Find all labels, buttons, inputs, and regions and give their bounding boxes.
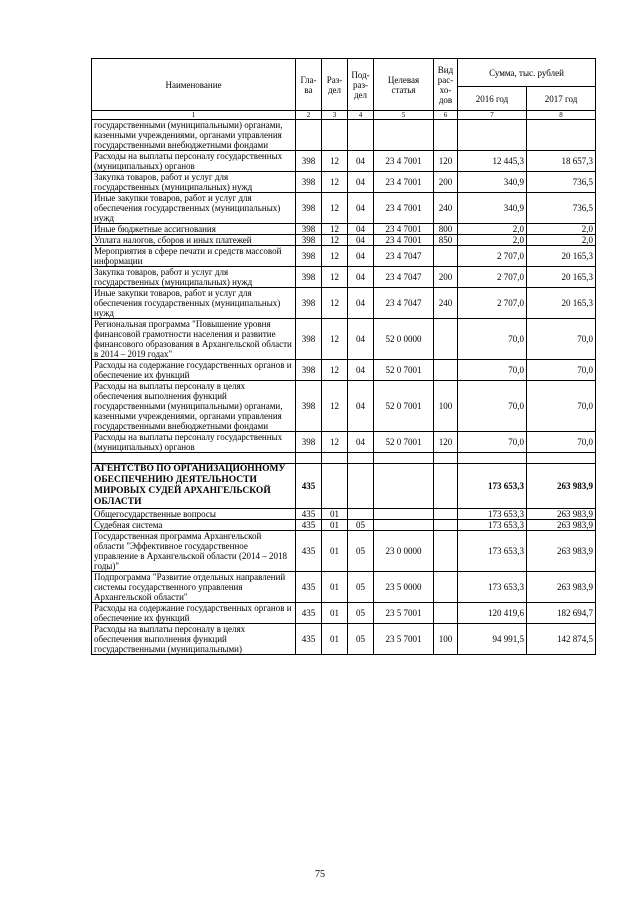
table-row — [92, 319, 596, 360]
row-razdel — [322, 464, 348, 509]
row-sum-2016: 2 707,0 — [458, 288, 527, 319]
row-target: 52 0 7001 — [374, 381, 434, 432]
row-name: Общегосударственные вопросы — [92, 509, 296, 520]
row-podrazdel: 04 — [348, 172, 374, 193]
row-target: 23 4 7047 — [374, 288, 434, 319]
row-glava: 398 — [296, 172, 322, 193]
row-vid: 200 — [434, 172, 458, 193]
row-razdel: 12 — [322, 432, 348, 453]
header-podrazdel: Под- раз- дел — [348, 59, 374, 111]
row-razdel: 01 — [322, 572, 348, 603]
row-podrazdel: 04 — [348, 224, 374, 235]
row-target — [374, 120, 434, 151]
row-sum-2017 — [527, 453, 596, 464]
row-glava: 435 — [296, 531, 322, 572]
row-sum-2017: 182 694,7 — [527, 603, 596, 624]
row-name: АГЕНТСТВО ПО ОРГАНИЗАЦИОННОМУ ОБЕСПЕЧЕНИЮ ДЕЯТЕЛЬНОСТИ МИРОВЫХ СУДЕЙ АРХАНГЕЛЬСКОЙ ОБЛАСТИ — [92, 464, 296, 509]
row-podrazdel: 04 — [348, 319, 374, 360]
row-name: Закупка товаров, работ и услуг для государственных (муниципальных) нужд — [92, 172, 296, 193]
row-sum-2017: 263 983,9 — [527, 464, 596, 509]
row-glava: 398 — [296, 432, 322, 453]
table-header — [92, 59, 596, 120]
row-razdel: 12 — [322, 235, 348, 246]
row-name: Мероприятия в сфере печати и средств массовой информации — [92, 246, 296, 267]
table-row — [92, 432, 596, 453]
row-glava: 398 — [296, 235, 322, 246]
row-vid — [434, 603, 458, 624]
row-glava: 435 — [296, 572, 322, 603]
row-vid — [434, 319, 458, 360]
header-glava: Гла- ва — [296, 59, 322, 111]
row-podrazdel: 05 — [348, 603, 374, 624]
row-name: государственными (муниципальными) органами, казенными учреждениями, органами управления государственными внебюджетными фондами — [92, 120, 296, 151]
column-index-row — [92, 111, 596, 120]
row-name — [92, 453, 296, 464]
row-name: Уплата налогов, сборов и иных платежей — [92, 235, 296, 246]
row-glava: 435 — [296, 464, 322, 509]
row-target: 23 4 7001 — [374, 235, 434, 246]
table-row — [92, 453, 596, 464]
row-target: 23 0 0000 — [374, 531, 434, 572]
row-sum-2017: 20 165,3 — [527, 267, 596, 288]
table-row — [92, 464, 596, 509]
row-name: Расходы на выплаты персоналу в целях обеспечения выполнения функций государственными (муниципальными) органами, казенными учреждениями, органами управления государственными внебюджетными фондами — [92, 381, 296, 432]
row-sum-2016: 2 707,0 — [458, 246, 527, 267]
row-glava: 435 — [296, 520, 322, 531]
row-glava: 435 — [296, 624, 322, 655]
row-vid: 800 — [434, 224, 458, 235]
row-name: Расходы на выплаты персоналу государственных (муниципальных) органов — [92, 432, 296, 453]
row-sum-2016: 173 653,3 — [458, 509, 527, 520]
table-row — [92, 531, 596, 572]
row-sum-2017: 70,0 — [527, 319, 596, 360]
row-sum-2016: 173 653,3 — [458, 464, 527, 509]
table-row — [92, 520, 596, 531]
row-sum-2017: 263 983,9 — [527, 520, 596, 531]
row-vid: 120 — [434, 151, 458, 172]
row-glava: 398 — [296, 151, 322, 172]
table-row — [92, 360, 596, 381]
row-vid — [434, 509, 458, 520]
row-vid: 100 — [434, 381, 458, 432]
row-razdel: 01 — [322, 624, 348, 655]
row-razdel: 12 — [322, 246, 348, 267]
row-podrazdel: 04 — [348, 267, 374, 288]
row-razdel: 12 — [322, 151, 348, 172]
row-glava: 398 — [296, 319, 322, 360]
table-row — [92, 172, 596, 193]
table-row — [92, 572, 596, 603]
row-sum-2017: 20 165,3 — [527, 288, 596, 319]
column-index: 4 — [348, 111, 374, 120]
row-sum-2016: 12 445,3 — [458, 151, 527, 172]
row-name: Судебная система — [92, 520, 296, 531]
header-name: Наименование — [92, 59, 296, 111]
header-target: Целевая статья — [374, 59, 434, 111]
table-row — [92, 603, 596, 624]
row-sum-2017: 18 657,3 — [527, 151, 596, 172]
row-glava: 435 — [296, 509, 322, 520]
row-sum-2017: 263 983,9 — [527, 509, 596, 520]
header-2016: 2016 год — [458, 87, 527, 111]
row-razdel: 12 — [322, 224, 348, 235]
table-row — [92, 624, 596, 655]
row-target: 23 4 7001 — [374, 172, 434, 193]
row-sum-2017: 20 165,3 — [527, 246, 596, 267]
row-sum-2016: 173 653,3 — [458, 531, 527, 572]
row-podrazdel: 05 — [348, 572, 374, 603]
row-podrazdel — [348, 509, 374, 520]
table-row — [92, 224, 596, 235]
row-target: 23 5 7001 — [374, 624, 434, 655]
row-sum-2017: 263 983,9 — [527, 572, 596, 603]
row-vid — [434, 531, 458, 572]
row-sum-2017 — [527, 120, 596, 151]
row-sum-2016: 120 419,6 — [458, 603, 527, 624]
row-sum-2016: 70,0 — [458, 360, 527, 381]
row-name: Расходы на содержание государственных органов и обеспечение их функций — [92, 603, 296, 624]
row-sum-2016: 2,0 — [458, 235, 527, 246]
row-name: Иные закупки товаров, работ и услуг для обеспечения государственных (муниципальных) нужд — [92, 193, 296, 224]
header-razdel: Раз- дел — [322, 59, 348, 111]
row-target — [374, 509, 434, 520]
row-sum-2017: 70,0 — [527, 432, 596, 453]
row-name: Расходы на содержание государственных органов и обеспечение их функций — [92, 360, 296, 381]
table-row — [92, 381, 596, 432]
row-razdel: 12 — [322, 319, 348, 360]
row-sum-2017: 142 874,5 — [527, 624, 596, 655]
row-vid — [434, 464, 458, 509]
row-target: 23 4 7001 — [374, 224, 434, 235]
page-number: 75 — [315, 869, 325, 880]
row-podrazdel: 04 — [348, 360, 374, 381]
row-razdel: 01 — [322, 531, 348, 572]
row-podrazdel — [348, 453, 374, 464]
row-podrazdel — [348, 120, 374, 151]
row-name: Подпрограмма "Развитие отдельных направлений системы государственного управления Архангельской области" — [92, 572, 296, 603]
table-row — [92, 246, 596, 267]
row-glava: 398 — [296, 267, 322, 288]
row-glava — [296, 453, 322, 464]
row-target: 23 5 0000 — [374, 572, 434, 603]
row-vid: 850 — [434, 235, 458, 246]
row-sum-2016: 173 653,3 — [458, 520, 527, 531]
row-razdel: 01 — [322, 509, 348, 520]
row-glava: 435 — [296, 603, 322, 624]
row-target: 23 4 7047 — [374, 246, 434, 267]
row-sum-2017: 70,0 — [527, 381, 596, 432]
row-vid: 240 — [434, 288, 458, 319]
row-podrazdel: 04 — [348, 235, 374, 246]
row-target: 23 4 7047 — [374, 267, 434, 288]
row-name: Закупка товаров, работ и услуг для государственных (муниципальных) нужд — [92, 267, 296, 288]
row-target: 52 0 7001 — [374, 432, 434, 453]
row-glava — [296, 120, 322, 151]
row-podrazdel — [348, 464, 374, 509]
row-razdel: 12 — [322, 360, 348, 381]
row-sum-2017: 736,5 — [527, 193, 596, 224]
row-razdel: 01 — [322, 603, 348, 624]
row-razdel — [322, 453, 348, 464]
table-row — [92, 193, 596, 224]
budget-table — [91, 58, 596, 655]
column-index: 2 — [296, 111, 322, 120]
header-vid: Вид рас- хо- дов — [434, 59, 458, 111]
row-sum-2016: 173 653,3 — [458, 572, 527, 603]
row-target: 23 5 7001 — [374, 603, 434, 624]
row-razdel: 12 — [322, 381, 348, 432]
column-index: 8 — [527, 111, 596, 120]
row-vid: 100 — [434, 624, 458, 655]
row-sum-2017: 2,0 — [527, 224, 596, 235]
row-razdel: 01 — [322, 520, 348, 531]
row-podrazdel: 04 — [348, 288, 374, 319]
row-sum-2017: 70,0 — [527, 360, 596, 381]
row-glava: 398 — [296, 193, 322, 224]
header-2017: 2017 год — [527, 87, 596, 111]
row-target — [374, 520, 434, 531]
row-vid — [434, 453, 458, 464]
row-sum-2016: 70,0 — [458, 319, 527, 360]
column-index: 1 — [92, 111, 296, 120]
row-sum-2017: 2,0 — [527, 235, 596, 246]
row-vid: 240 — [434, 193, 458, 224]
row-razdel: 12 — [322, 172, 348, 193]
row-vid — [434, 572, 458, 603]
row-glava: 398 — [296, 246, 322, 267]
row-name: Государственная программа Архангельской области "Эффективное государственное управление в Архангельской области (2014 – 2018 годы)" — [92, 531, 296, 572]
row-target: 23 4 7001 — [374, 151, 434, 172]
row-razdel: 12 — [322, 193, 348, 224]
table-row — [92, 120, 596, 151]
column-index: 6 — [434, 111, 458, 120]
row-razdel — [322, 120, 348, 151]
row-razdel: 12 — [322, 267, 348, 288]
row-target: 52 0 7001 — [374, 360, 434, 381]
row-podrazdel: 05 — [348, 531, 374, 572]
row-podrazdel: 04 — [348, 381, 374, 432]
row-name: Иные бюджетные ассигнования — [92, 224, 296, 235]
row-sum-2017: 736,5 — [527, 172, 596, 193]
header-sum: Сумма, тыс. рублей — [458, 59, 596, 87]
row-sum-2016 — [458, 453, 527, 464]
row-podrazdel: 04 — [348, 151, 374, 172]
row-sum-2016: 94 991,5 — [458, 624, 527, 655]
row-name: Иные закупки товаров, работ и услуг для обеспечения государственных (муниципальных) нужд — [92, 288, 296, 319]
row-name: Расходы на выплаты персоналу государственных (муниципальных) органов — [92, 151, 296, 172]
row-name: Расходы на выплаты персоналу в целях обеспечения выполнения функций государственными (муниципальными) — [92, 624, 296, 655]
table-row — [92, 509, 596, 520]
row-sum-2016 — [458, 120, 527, 151]
row-target — [374, 453, 434, 464]
row-podrazdel: 05 — [348, 520, 374, 531]
row-vid: 200 — [434, 267, 458, 288]
row-sum-2016: 340,9 — [458, 172, 527, 193]
row-target: 52 0 0000 — [374, 319, 434, 360]
table-row — [92, 151, 596, 172]
row-podrazdel: 04 — [348, 432, 374, 453]
row-sum-2016: 70,0 — [458, 432, 527, 453]
row-target — [374, 464, 434, 509]
table-row — [92, 235, 596, 246]
row-vid — [434, 360, 458, 381]
row-podrazdel: 05 — [348, 624, 374, 655]
row-name: Региональная программа "Повышение уровня финансовой грамотности населения и развитие финансового образования в Архангельской области в 2014 – 2019 годах" — [92, 319, 296, 360]
column-index: 7 — [458, 111, 527, 120]
row-sum-2016: 340,9 — [458, 193, 527, 224]
table-body — [92, 120, 596, 655]
row-vid: 120 — [434, 432, 458, 453]
row-razdel: 12 — [322, 288, 348, 319]
table-row — [92, 288, 596, 319]
row-vid — [434, 120, 458, 151]
row-podrazdel: 04 — [348, 193, 374, 224]
row-sum-2016: 2,0 — [458, 224, 527, 235]
column-index: 3 — [322, 111, 348, 120]
row-glava: 398 — [296, 381, 322, 432]
row-glava: 398 — [296, 288, 322, 319]
row-sum-2016: 70,0 — [458, 381, 527, 432]
row-glava: 398 — [296, 360, 322, 381]
row-podrazdel: 04 — [348, 246, 374, 267]
table-row — [92, 267, 596, 288]
row-vid — [434, 520, 458, 531]
row-sum-2017: 263 983,9 — [527, 531, 596, 572]
row-target: 23 4 7001 — [374, 193, 434, 224]
row-vid — [434, 246, 458, 267]
row-sum-2016: 2 707,0 — [458, 267, 527, 288]
row-glava: 398 — [296, 224, 322, 235]
column-index: 5 — [374, 111, 434, 120]
